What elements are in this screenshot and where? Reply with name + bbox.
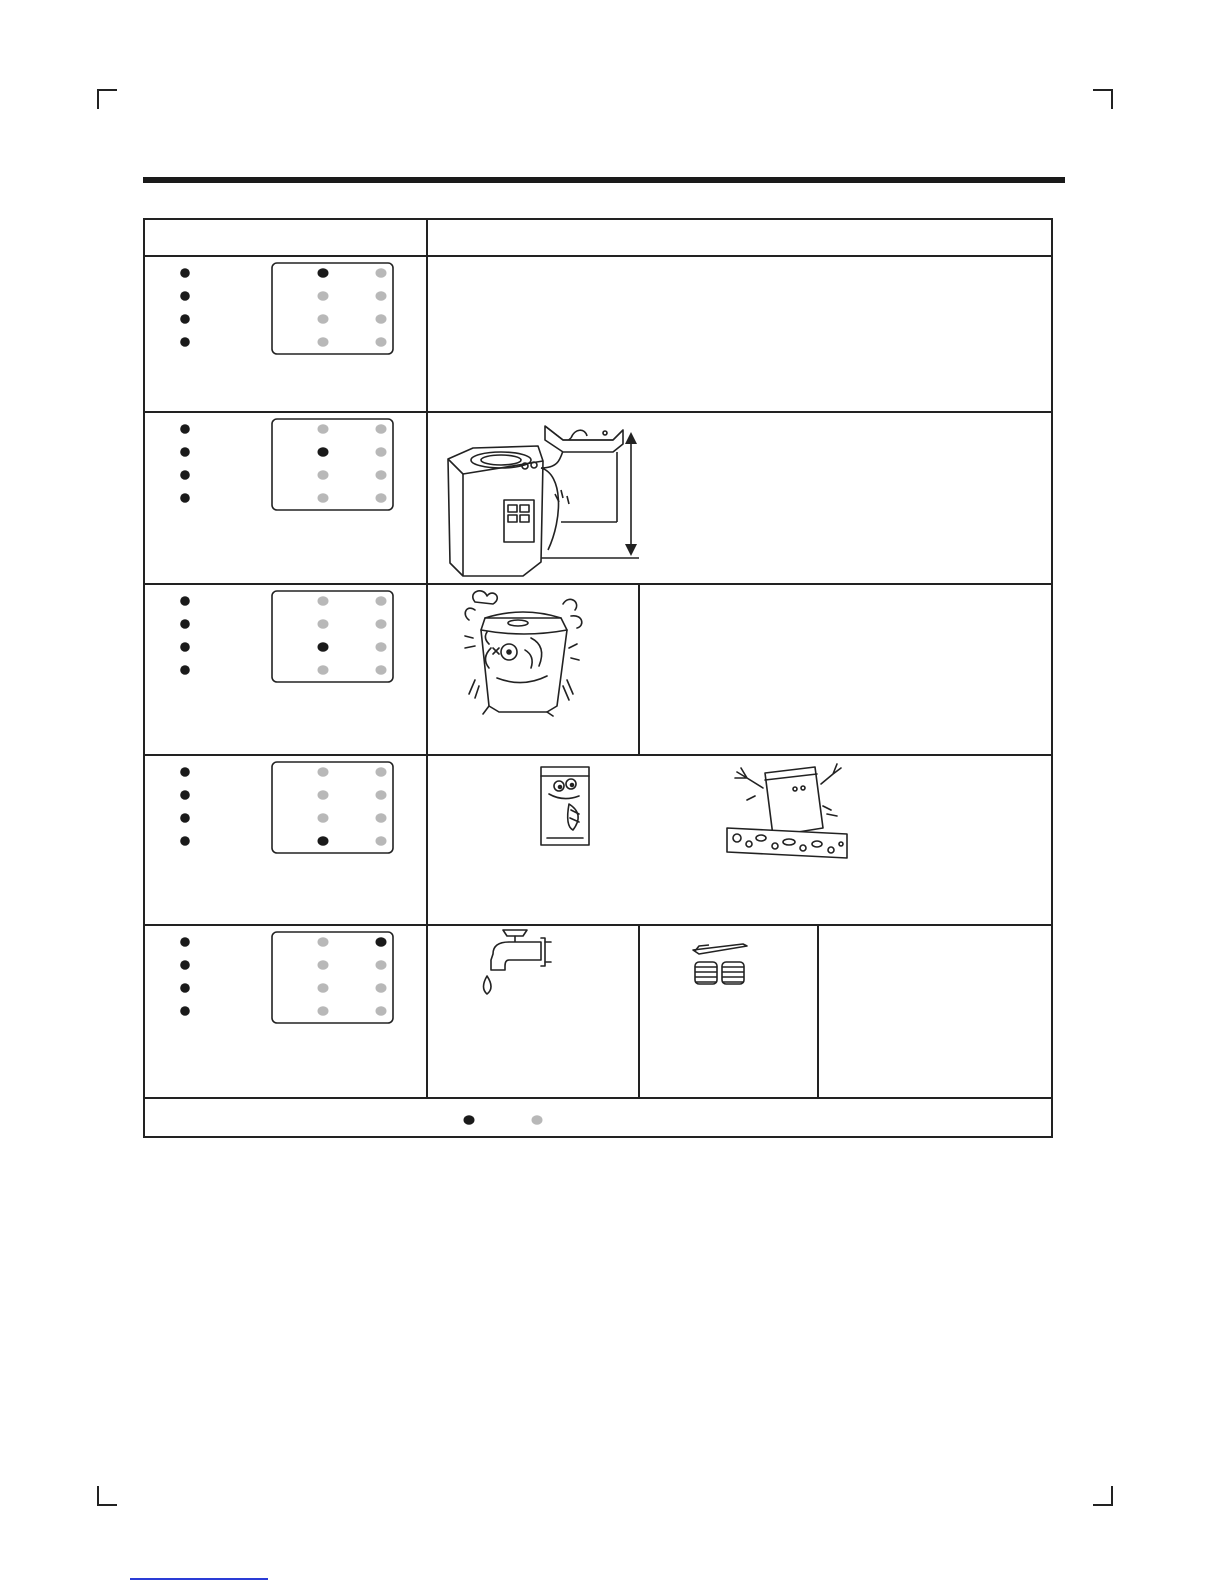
indicator-led-unlit — [376, 836, 387, 846]
indicator-led-lit — [318, 836, 329, 846]
program-bullet — [180, 836, 190, 846]
led-legend — [464, 1115, 543, 1125]
program-bullet — [180, 767, 190, 777]
indicator-led-unlit — [318, 960, 329, 970]
program-bullet — [180, 642, 190, 652]
legend-unlit-dot — [532, 1115, 543, 1125]
program-bullet — [180, 447, 190, 457]
indicator-panel — [272, 591, 393, 682]
indicator-panel — [272, 762, 393, 853]
title-rule — [143, 177, 1065, 183]
indicator-panel — [272, 932, 393, 1023]
program-bullet — [180, 790, 190, 800]
indicator-led-unlit — [318, 596, 329, 606]
indicator-led-unlit — [318, 337, 329, 347]
indicator-led-unlit — [376, 470, 387, 480]
indicator-led-lit — [318, 447, 329, 457]
indicator-led-unlit — [376, 493, 387, 503]
indicator-led-unlit — [376, 596, 387, 606]
indicator-led-unlit — [376, 642, 387, 652]
crop-mark-bottom-left — [97, 1486, 117, 1506]
indicator-led-lit — [318, 268, 329, 278]
page-link-underline — [130, 1578, 268, 1580]
indicator-led-unlit — [318, 813, 329, 823]
indicator-led-unlit — [376, 291, 387, 301]
coins-icon — [693, 944, 747, 984]
indicator-led-unlit — [376, 447, 387, 457]
program-bullet — [180, 291, 190, 301]
indicator-row-1 — [180, 263, 393, 354]
indicator-row-2 — [180, 419, 393, 510]
indicator-led-unlit — [318, 665, 329, 675]
program-bullet — [180, 983, 190, 993]
washer-smiling-icon — [541, 767, 589, 845]
program-bullet — [180, 960, 190, 970]
program-bullet — [180, 493, 190, 503]
indicator-led-unlit — [318, 767, 329, 777]
indicator-led-unlit — [318, 937, 329, 947]
indicator-led-unlit — [318, 424, 329, 434]
washer-on-uneven-floor-icon — [727, 764, 847, 858]
water-tap-icon — [484, 930, 552, 994]
program-bullet — [180, 314, 190, 324]
program-bullet — [180, 470, 190, 480]
indicator-panel — [272, 263, 393, 354]
table-grid — [144, 219, 1052, 1137]
indicator-led-unlit — [376, 619, 387, 629]
indicator-led-unlit — [376, 790, 387, 800]
indicator-led-unlit — [376, 983, 387, 993]
indicator-row-5 — [180, 932, 393, 1023]
troubleshooting-table — [143, 218, 1055, 1143]
program-bullet — [180, 268, 190, 278]
program-bullet — [180, 1006, 190, 1016]
indicator-row-3 — [180, 591, 393, 682]
program-bullet — [180, 937, 190, 947]
indicator-led-unlit — [376, 665, 387, 675]
indicator-led-unlit — [318, 619, 329, 629]
crop-mark-bottom-right — [1093, 1486, 1113, 1506]
indicator-led-unlit — [376, 960, 387, 970]
indicator-led-unlit — [376, 1006, 387, 1016]
program-bullet — [180, 596, 190, 606]
crop-mark-top-right — [1093, 89, 1113, 109]
indicator-led-unlit — [318, 790, 329, 800]
indicator-led-lit — [318, 642, 329, 652]
indicator-led-unlit — [376, 337, 387, 347]
washer-drain-height-icon — [448, 426, 639, 576]
program-bullet — [180, 337, 190, 347]
indicator-led-unlit — [376, 268, 387, 278]
indicator-led-lit — [376, 937, 387, 947]
indicator-led-unlit — [376, 767, 387, 777]
program-bullet — [180, 619, 190, 629]
indicator-row-4 — [180, 762, 393, 853]
indicator-led-unlit — [318, 1006, 329, 1016]
indicator-led-unlit — [376, 424, 387, 434]
indicator-led-unlit — [376, 813, 387, 823]
indicator-led-unlit — [318, 493, 329, 503]
indicator-panel — [272, 419, 393, 510]
unbalanced-washer-icon — [465, 591, 582, 716]
legend-lit-dot — [464, 1115, 475, 1125]
crop-mark-top-left — [97, 89, 117, 109]
program-bullet — [180, 424, 190, 434]
indicator-led-unlit — [376, 314, 387, 324]
indicator-led-unlit — [318, 983, 329, 993]
indicator-led-unlit — [318, 291, 329, 301]
program-bullet — [180, 665, 190, 675]
indicator-led-unlit — [318, 314, 329, 324]
indicator-led-unlit — [318, 470, 329, 480]
program-bullet — [180, 813, 190, 823]
indicator-panels — [180, 263, 393, 1023]
